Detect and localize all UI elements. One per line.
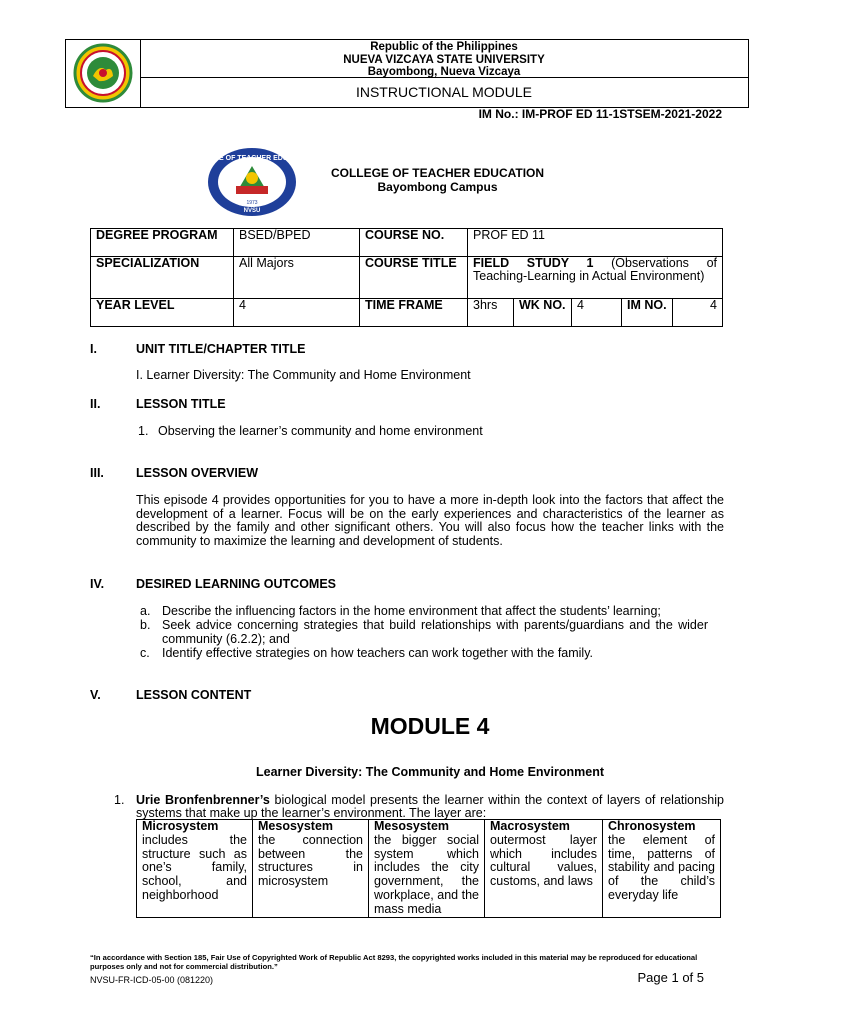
specialization-value: All Majors [234, 257, 360, 299]
layer-name: Mesosystem [374, 819, 450, 833]
section-5-number: V. [90, 688, 101, 702]
im-no-label: IM NO. [622, 299, 673, 327]
layer-name: Microsystem [142, 819, 219, 833]
year-level-label: YEAR LEVEL [91, 299, 234, 327]
degree-program-label: DEGREE PROGRAM [91, 229, 234, 257]
outcome-b-marker: b. [140, 618, 151, 632]
layer-cell [603, 820, 721, 918]
outcome-b-text: Seek advice concerning strategies that build relationships with parents/guardians and the wider community (6.2.2); and [162, 618, 708, 646]
section-2-item: Observing the learner’s community and home environment [158, 424, 483, 438]
content-item-number: 1. [114, 793, 125, 807]
course-title-label: COURSE TITLE [360, 257, 468, 299]
svg-text:COLLEGE OF TEACHER EDUCATION: COLLEGE OF TEACHER EDUCATION [189, 155, 315, 162]
layer-desc: outermost layer which includes cultural values, customs, and laws [490, 832, 597, 889]
layer-cell [137, 820, 253, 918]
section-1-text: I. Learner Diversity: The Community and Home Environment [136, 368, 471, 382]
module-subtitle: Learner Diversity: The Community and Home Environment [256, 765, 604, 779]
college-heading [260, 166, 615, 194]
year-level-value: 4 [234, 299, 360, 327]
course-info-table [90, 228, 723, 327]
republic-text: Republic of the Philippines [370, 41, 518, 53]
outcome-c-marker: c. [140, 646, 150, 660]
section-1-title: UNIT TITLE/CHAPTER TITLE [136, 342, 306, 356]
form-code: NVSU-FR-ICD-05-00 (081220) [90, 975, 214, 985]
outcome-a-text: Describe the influencing factors in the home environment that affect the students’ learning; [162, 604, 661, 618]
outcome-a-marker: a. [140, 604, 151, 618]
lesson-overview-text: This episode 4 provides opportunities for you to have a more in-depth look into the factors that affect the development of a learner. Focus will be on the early experiences and characteristics of the learner as described by the family and other significant others. You will also focus how the teacher links with the community to maximize the learning and development of students. [136, 493, 724, 548]
page-number: Page 1 of 5 [637, 970, 704, 985]
time-frame-label: TIME FRAME [360, 299, 468, 327]
layer-desc: includes the structure such as one’s family, school, and neighborhood [142, 832, 247, 902]
svg-text:1973: 1973 [246, 200, 258, 206]
course-title-bold: FIELD STUDY 1 [473, 256, 594, 270]
outcome-c-text: Identify effective strategies on how teachers can work together with the family. [162, 646, 594, 660]
university-name-block [140, 40, 748, 78]
layers-table [136, 819, 721, 918]
course-title-value [468, 257, 723, 299]
layer-name: Mesosystem [258, 819, 334, 833]
course-no-label: COURSE NO. [360, 229, 468, 257]
university-location: Bayombong, Nueva Vizcaya [367, 66, 521, 78]
degree-program-value: BSED/BPED [234, 229, 360, 257]
time-frame-value: 3hrs [468, 299, 514, 327]
content-item-bold: Urie Bronfenbrenner’s [136, 793, 270, 807]
content-item-text [136, 794, 724, 820]
im-number: IM No.: IM-PROF ED 11-1STSEM-2021-2022 [478, 107, 722, 121]
layer-cell [369, 820, 485, 918]
module-type: INSTRUCTIONAL MODULE [355, 84, 533, 100]
im-no-value: 4 [673, 299, 723, 327]
copyright-note: “In accordance with Section 185, Fair Use of Copyrighted Work of Republic Act 8293, the copyrighted works included in this material may be reproduced for educational purposes only and not for commercial distribution.” [90, 953, 698, 971]
course-title-rest: (Observations of Teaching-Learning in Actual Environment) [473, 256, 717, 283]
section-4-title: DESIRED LEARNING OUTCOMES [136, 577, 337, 591]
svg-text:NVSU: NVSU [243, 208, 261, 214]
section-3-number: III. [90, 466, 104, 480]
layer-desc: the connection between the structures in microsystem [258, 832, 363, 889]
wk-no-label: WK NO. [514, 299, 572, 327]
university-name: NUEVA VIZCAYA STATE UNIVERSITY [343, 53, 545, 66]
layer-cell [253, 820, 369, 918]
section-1-number: I. [90, 342, 97, 356]
content-item-rest: biological model presents the learner within the context of layers of relationship systems that make up the learner’s environment. The layer are: [136, 793, 724, 820]
layer-cell [485, 820, 603, 918]
layer-desc: the bigger social system which includes the city government, the workplace, and the mass media [374, 832, 479, 916]
nvsu-seal-icon [66, 40, 140, 107]
section-2-number: II. [90, 397, 101, 411]
section-5-title: LESSON CONTENT [136, 688, 252, 702]
university-logo-cell [66, 40, 141, 107]
college-name: COLLEGE OF TEACHER EDUCATION [330, 166, 545, 180]
section-3-title: LESSON OVERVIEW [136, 466, 259, 480]
course-no-value: PROF ED 11 [468, 229, 723, 257]
layer-name: Macrosystem [490, 819, 570, 833]
wk-no-value: 4 [572, 299, 622, 327]
section-2-title: LESSON TITLE [136, 397, 226, 411]
layer-desc: the element of time, patterns of stability and pacing of the child’s everyday life [608, 832, 715, 902]
document-header [65, 39, 749, 108]
module-title: MODULE 4 [370, 713, 490, 739]
specialization-label: SPECIALIZATION [91, 257, 234, 299]
section-4-number: IV. [90, 577, 105, 591]
section-2-item-number: 1. [138, 424, 149, 438]
college-campus: Bayombong Campus [377, 180, 498, 194]
layer-name: Chronosystem [608, 819, 696, 833]
